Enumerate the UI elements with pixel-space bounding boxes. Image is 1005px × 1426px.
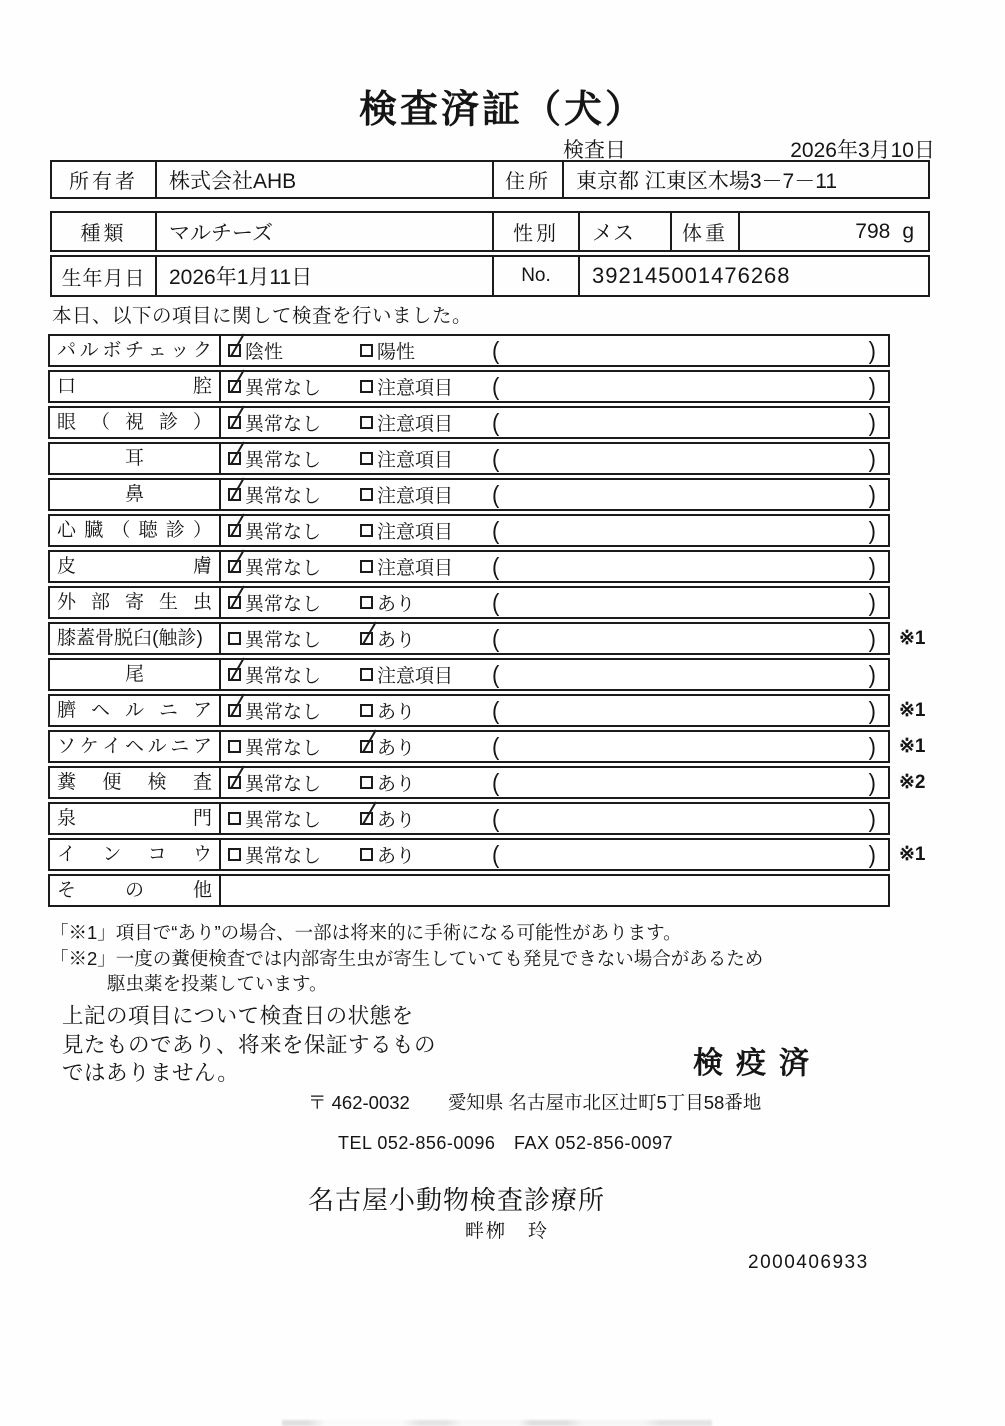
item-options	[221, 372, 888, 401]
paren-close: )	[868, 371, 876, 401]
footnote-marker	[890, 370, 960, 403]
footnote-marker	[890, 406, 960, 439]
checkbox-empty-icon	[360, 488, 373, 501]
item-options	[221, 876, 888, 905]
item-options	[221, 768, 888, 797]
item-label: 耳	[50, 444, 221, 473]
birthdate-value: 2026年1月11日	[157, 257, 494, 295]
checkbox-empty-icon	[360, 560, 373, 573]
footnote-marker	[890, 874, 960, 907]
item-options	[221, 552, 888, 581]
footnote-marker: ※1	[899, 700, 926, 721]
item-options	[221, 336, 888, 365]
item-label: 皮 膚	[50, 552, 221, 581]
option-label: あり	[377, 702, 416, 723]
paren-open: (	[492, 731, 500, 761]
checkbox-empty-icon	[360, 452, 373, 465]
inspection-date-value: 2026年3月10日	[790, 139, 935, 162]
paren-close: )	[868, 407, 876, 437]
paren-open: (	[492, 479, 500, 509]
paren-close: )	[868, 335, 876, 365]
paren-close: )	[868, 839, 876, 869]
item-label: 心 臓 （ 聴 診 ）	[50, 516, 221, 545]
paren-close: )	[868, 695, 876, 725]
option-label: 異常なし	[245, 450, 322, 471]
option-label: 陰性	[245, 342, 284, 363]
item-label: 臍 ヘ ル ニ ア	[50, 696, 221, 725]
paren-open: (	[492, 551, 500, 581]
paren-open: (	[492, 407, 500, 437]
checkbox-empty-icon	[360, 848, 373, 861]
breed-label: 種類	[52, 213, 157, 250]
checkbox-checked-icon	[228, 452, 241, 465]
paren-close: )	[868, 767, 876, 797]
checkbox-checked-icon	[228, 560, 241, 573]
item-options	[221, 624, 888, 653]
footnote-2-line1: 「※2」一度の糞便検査では内部寄生虫が寄生していても発見できない場合があるため	[50, 947, 764, 969]
item-options	[221, 696, 888, 725]
paren-close: )	[868, 479, 876, 509]
option-label: 注意項目	[377, 486, 454, 507]
checkbox-checked-icon	[228, 776, 241, 789]
paren-close: )	[868, 803, 876, 833]
checklist-row	[48, 406, 988, 439]
checklist-row	[48, 694, 988, 727]
checklist-row	[48, 730, 988, 763]
item-label: ソ ケ イ ヘ ル ニ ア	[50, 732, 221, 761]
paren-open: (	[492, 659, 500, 689]
paren-open: (	[492, 839, 500, 869]
option-label: あり	[377, 810, 416, 831]
page-title: 検査済証（犬）	[358, 89, 646, 131]
sex-value: メス	[580, 213, 672, 250]
checkbox-checked-icon	[228, 596, 241, 609]
checklist-row	[48, 514, 988, 547]
item-options	[221, 516, 888, 545]
item-label: 外 部 寄 生 虫	[50, 588, 221, 617]
checkbox-empty-icon	[228, 740, 241, 753]
item-label: パ ル ボ チ ェ ッ ク	[50, 336, 221, 365]
paren-open: (	[492, 767, 500, 797]
clinic-name: 名古屋小動物検査診療所	[308, 1185, 606, 1215]
footnote-marker: ※1	[899, 844, 926, 865]
item-label: 糞 便 検 査	[50, 768, 221, 797]
quarantine-stamp: 検疫済	[693, 1047, 822, 1080]
checkbox-checked-icon	[228, 488, 241, 501]
item-options	[221, 588, 888, 617]
breed-table-row	[50, 211, 930, 252]
checkbox-checked-icon	[360, 632, 373, 645]
breed-value: マルチーズ	[157, 213, 494, 250]
checkbox-empty-icon	[360, 596, 373, 609]
checkbox-checked-icon	[228, 524, 241, 537]
paren-open: (	[492, 587, 500, 617]
checkbox-checked-icon	[228, 380, 241, 393]
checklist-row	[48, 478, 988, 511]
checkbox-checked-icon	[360, 812, 373, 825]
checklist-row	[48, 586, 988, 619]
option-label: 異常なし	[245, 558, 322, 579]
option-label: 注意項目	[377, 378, 454, 399]
option-label: 異常なし	[245, 486, 322, 507]
item-label: 眼 （ 視 診 ）	[50, 408, 221, 437]
option-label: 異常なし	[245, 702, 322, 723]
clinic-postal: 〒 462-0032	[308, 1092, 410, 1113]
checklist-row	[48, 442, 988, 475]
checklist-row	[48, 334, 988, 367]
paren-open: (	[492, 371, 500, 401]
paren-close: )	[868, 515, 876, 545]
option-label: あり	[377, 630, 416, 651]
checkbox-checked-icon	[228, 416, 241, 429]
item-label: 鼻	[50, 480, 221, 509]
weight-value: 798	[855, 219, 891, 243]
footnote-marker	[890, 442, 960, 475]
option-label: 異常なし	[245, 846, 322, 867]
clinic-address: 愛知県 名古屋市北区辻町5丁目58番地	[447, 1092, 762, 1113]
checkbox-checked-icon	[228, 344, 241, 357]
footnote-marker	[890, 478, 960, 511]
footnotes	[50, 920, 763, 997]
option-label: 異常なし	[245, 774, 322, 795]
paren-open: (	[492, 515, 500, 545]
weight-cell	[740, 213, 928, 250]
paren-close: )	[868, 623, 876, 653]
scan-artifact	[282, 1420, 712, 1426]
option-label: 異常なし	[245, 414, 322, 435]
item-label: 口 腔	[50, 372, 221, 401]
birthdate-table-row	[50, 255, 930, 297]
footnote-marker: ※1	[899, 628, 926, 649]
footnote-marker	[890, 334, 960, 367]
footnote-marker	[890, 514, 960, 547]
address-value: 東京都 江東区木場3－7－11	[576, 169, 837, 193]
checklist-rows	[48, 334, 988, 910]
item-label: 尾	[50, 660, 221, 689]
inspection-date-label: 検査日	[563, 139, 626, 162]
checkbox-empty-icon	[360, 380, 373, 393]
footnote-marker: ※2	[899, 772, 926, 793]
paren-open: (	[492, 623, 500, 653]
paren-open: (	[492, 803, 500, 833]
checkbox-empty-icon	[360, 776, 373, 789]
option-label: あり	[377, 846, 416, 867]
checkbox-empty-icon	[360, 344, 373, 357]
option-label: 異常なし	[245, 738, 322, 759]
item-label: 膝 蓋 骨 脱 臼 ( 触 診 )	[50, 624, 221, 653]
footnote-marker	[890, 658, 960, 691]
item-label: 泉 門	[50, 804, 221, 833]
item-options	[221, 732, 888, 761]
option-label: 異常なし	[245, 810, 322, 831]
checklist-intro: 本日、以下の項目に関して検査を行いました。	[52, 305, 473, 327]
checkbox-checked-icon	[360, 740, 373, 753]
item-options	[221, 480, 888, 509]
footnote-marker	[890, 550, 960, 583]
disclaimer-line3: ではありません。	[62, 1061, 240, 1085]
footnote-marker: ※1	[899, 736, 926, 757]
footnote-marker	[890, 586, 960, 619]
option-label: 異常なし	[245, 594, 322, 615]
owner-label: 所有者	[52, 162, 157, 197]
no-value: 392145001476268	[592, 263, 791, 288]
checklist-row	[48, 370, 988, 403]
option-label: 注意項目	[377, 414, 454, 435]
no-label: No.	[494, 257, 580, 295]
item-options	[221, 660, 888, 689]
checkbox-empty-icon	[360, 524, 373, 537]
footnote-marker	[890, 802, 960, 835]
option-label: あり	[377, 738, 416, 759]
clinic-tel-fax: TEL 052-856-0096 FAX 052-856-0097	[338, 1133, 674, 1153]
checklist-row	[48, 838, 988, 871]
paren-open: (	[492, 695, 500, 725]
checklist-row	[48, 802, 988, 835]
option-label: 注意項目	[377, 450, 454, 471]
checkbox-checked-icon	[228, 704, 241, 717]
option-label: 異常なし	[245, 666, 322, 687]
item-label: イ ン コ ウ	[50, 840, 221, 869]
checklist-row	[48, 550, 988, 583]
paren-close: )	[868, 443, 876, 473]
checkbox-empty-icon	[228, 848, 241, 861]
checkbox-empty-icon	[228, 812, 241, 825]
paren-open: (	[492, 443, 500, 473]
owner-value: 株式会社AHB	[157, 162, 494, 197]
checkbox-empty-icon	[360, 704, 373, 717]
weight-unit: g	[902, 219, 914, 243]
checklist-row	[48, 658, 988, 691]
option-label: 異常なし	[245, 522, 322, 543]
checklist-row	[48, 622, 988, 655]
option-label: 異常なし	[245, 378, 322, 399]
address-label: 住所	[494, 162, 564, 197]
checkbox-empty-icon	[228, 632, 241, 645]
checkbox-empty-icon	[360, 416, 373, 429]
footnote-2-line2: 駆虫薬を投薬しています。	[107, 973, 328, 994]
option-label: 注意項目	[377, 558, 454, 579]
checklist-row	[48, 874, 988, 907]
paren-close: )	[868, 659, 876, 689]
birthdate-label: 生年月日	[52, 257, 157, 295]
paren-close: )	[868, 731, 876, 761]
option-label: 注意項目	[377, 522, 454, 543]
veterinarian-name: 畔栁 玲	[465, 1221, 550, 1242]
serial-number: 2000406933	[748, 1252, 869, 1273]
checkbox-checked-icon	[228, 668, 241, 681]
clinic-address-line	[308, 1089, 761, 1115]
paren-close: )	[868, 587, 876, 617]
checklist-row	[48, 766, 988, 799]
weight-label: 体重	[672, 213, 740, 250]
disclaimer	[62, 1002, 436, 1088]
checkbox-empty-icon	[360, 668, 373, 681]
paren-open: (	[492, 335, 500, 365]
owner-table	[50, 160, 930, 199]
item-label: そ の 他	[50, 876, 221, 905]
paren-close: )	[868, 551, 876, 581]
item-options	[221, 804, 888, 833]
option-label: あり	[377, 774, 416, 795]
sex-label: 性別	[494, 213, 580, 250]
option-label: 注意項目	[377, 666, 454, 687]
option-label: あり	[377, 594, 416, 615]
footnote-1: 「※1」項目で“あり”の場合、一部は将来的に手術になる可能性があります。	[50, 922, 682, 943]
disclaimer-line1: 上記の項目について検査日の状態を	[62, 1004, 414, 1028]
item-options	[221, 840, 888, 869]
item-options	[221, 408, 888, 437]
item-options	[221, 444, 888, 473]
option-label: 異常なし	[245, 630, 322, 651]
disclaimer-line2: 見たものであり、将来を保証するもの	[62, 1032, 437, 1057]
option-label: 陽性	[377, 342, 416, 363]
